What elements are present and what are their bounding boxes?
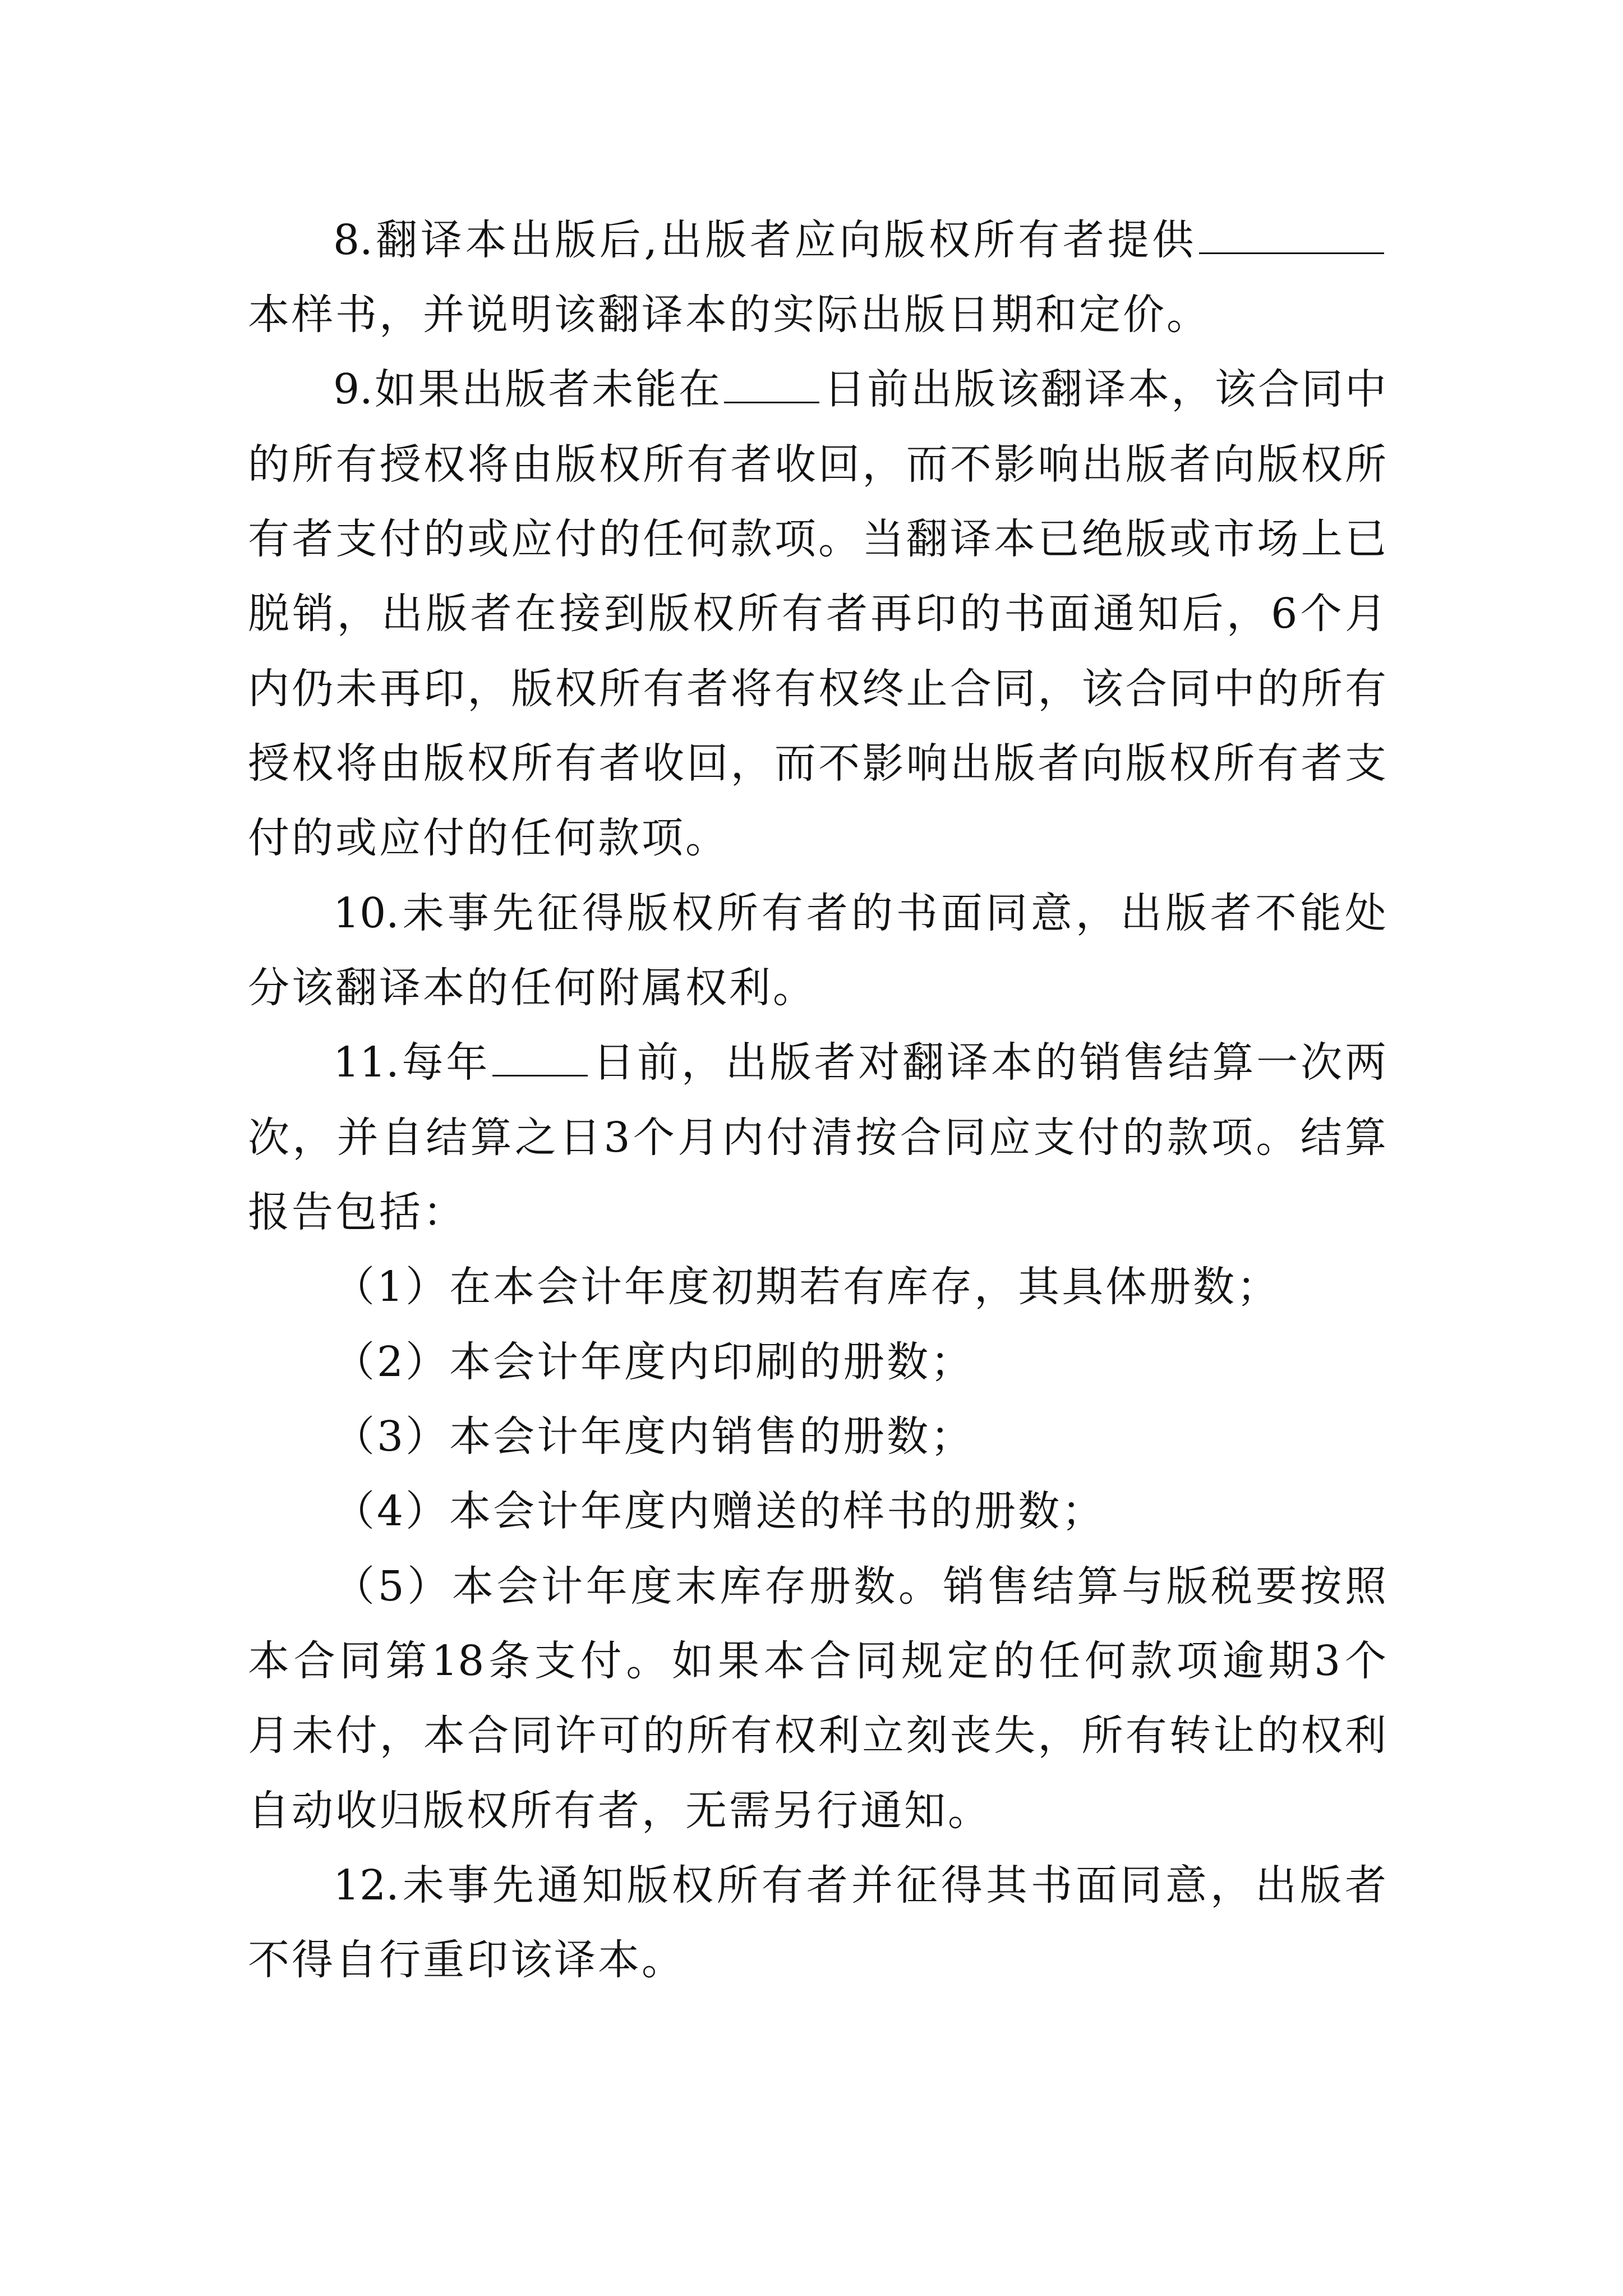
clause-12-line-2: 不得自行重印该译本。 [248, 1936, 685, 1984]
clause-11-text-pre: 11.每年 [333, 1038, 491, 1087]
clause-9-line-1 [333, 361, 1386, 417]
clause-11-line-1 [333, 1034, 1386, 1091]
clause-9-text-post: 日前出版该翻译本，该合同中 [822, 365, 1387, 413]
report-item-5-line-4: 自动收归版权所有者，无需另行通知。 [248, 1787, 992, 1835]
clause-8-text: 8.翻译本出版后,出版者应向版权所有者提供 [333, 216, 1197, 264]
report-item-5-line-2: 本合同第18条支付。如果本合同规定的任何款项逾期3个 [248, 1637, 1386, 1685]
report-item-5-line-1: （5）本会计年度末库存册数。销售结算与版税要按照 [333, 1562, 1386, 1611]
clause-9-line-5: 内仍未再印，版权所有者将有权终止合同，该合同中的所有 [248, 665, 1386, 713]
clause-9-text-pre: 9.如果出版者未能在 [333, 365, 722, 413]
clause-10-line-1: 10.未事先征得版权所有者的书面同意，出版者不能处 [333, 889, 1386, 937]
blank-settlement-date-field [492, 1042, 588, 1076]
clause-9-line-7: 付的或应付的任何款项。 [248, 814, 729, 862]
blank-copies-field [1199, 220, 1384, 254]
report-item-3: （3）本会计年度内销售的册数； [333, 1412, 975, 1461]
report-item-5-line-3: 月未付，本合同许可的所有权利立刻丧失，所有转让的权利 [248, 1711, 1386, 1760]
clause-9-line-6: 授权将由版权所有者收回，而不影响出版者向版权所有者支 [248, 739, 1386, 788]
report-item-2: （2）本会计年度内印刷的册数； [333, 1338, 975, 1386]
clause-9-line-4: 脱销，出版者在接到版权所有者再印的书面通知后，6个月 [248, 590, 1386, 638]
blank-date-field [724, 369, 819, 403]
clause-9-line-2: 的所有授权将由版权所有者收回，而不影响出版者向版权所 [248, 440, 1386, 489]
clause-8-line-1 [333, 212, 1386, 268]
report-item-1: （1）在本会计年度初期若有库存，其具体册数； [333, 1263, 1281, 1311]
clause-10-line-2: 分该翻译本的任何附属权利。 [248, 964, 817, 1012]
clause-12-line-1: 12.未事先通知版权所有者并征得其书面同意，出版者 [333, 1861, 1386, 1910]
clause-11-line-2: 次，并自结算之日3个月内付清按合同应支付的款项。结算 [248, 1114, 1386, 1162]
clause-9-line-3: 有者支付的或应付的任何款项。当翻译本已绝版或市场上已 [248, 515, 1386, 563]
clause-11-text-post: 日前，出版者对翻译本的销售结算一次两 [590, 1038, 1387, 1087]
report-item-4: （4）本会计年度内赠送的样书的册数； [333, 1487, 1106, 1535]
clause-11-line-3: 报告包括： [248, 1188, 467, 1236]
clause-8-line-2: 本样书，并说明该翻译本的实际出版日期和定价。 [248, 291, 1210, 339]
